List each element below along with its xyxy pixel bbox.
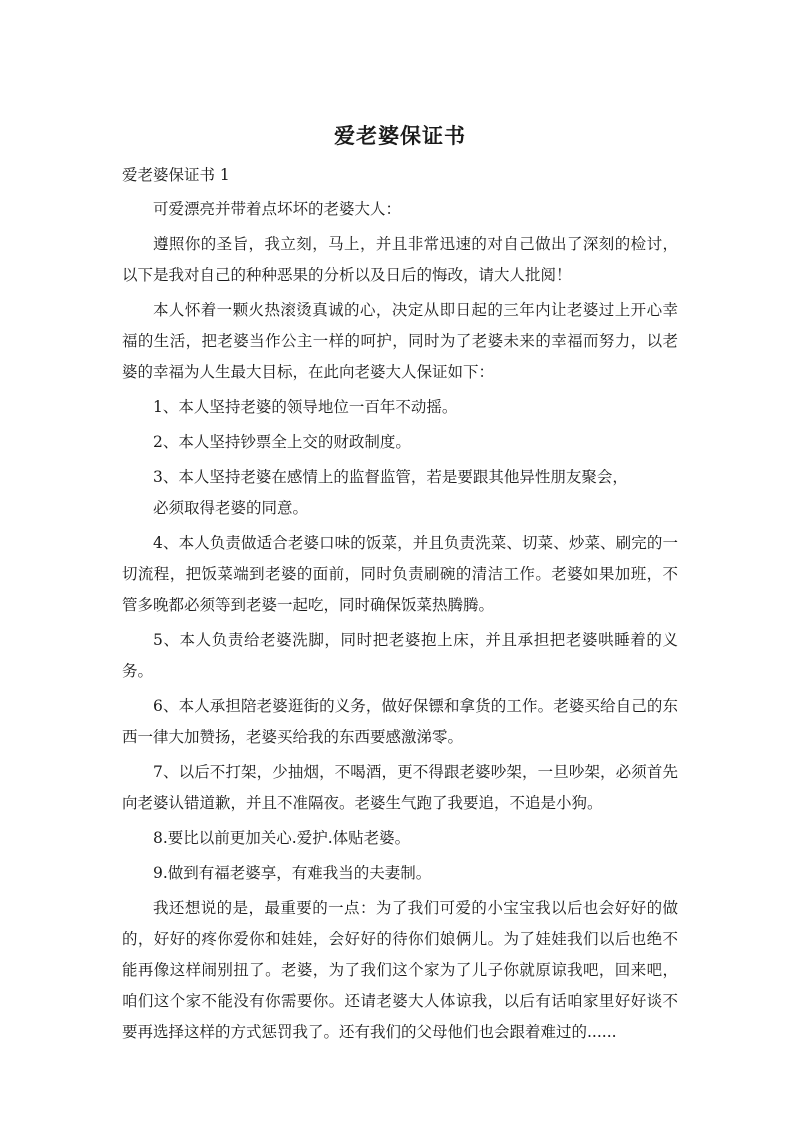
paragraph-item-5: 5、本人负责给老婆洗脚，同时把老婆抱上床，并且承担把老婆哄睡着的义务。 [122, 631, 678, 680]
document-subtitle: 爱老婆保证书 1 [122, 166, 230, 184]
paragraph-item-6: 6、本人承担陪老婆逛街的义务，做好保镖和拿货的工作。老婆买给自己的东西一律大加赞扬，老婆买给我的东西要感激涕零。 [122, 697, 678, 746]
paragraph-item-3: 3、本人坚持老婆在感情上的监督监管，若是要跟其他异性朋友聚会， [153, 468, 628, 486]
paragraph-item-3-continued: 必须取得老婆的同意。 [153, 499, 309, 517]
paragraph-item-4: 4、本人负责做适合老婆口味的饭菜，并且负责洗菜、切菜、炒菜、刷完的一切流程，把饭菜端到老婆的面前，同时负责刷碗的清洁工作。老婆如果加班，不管多晚都必须等到老婆一起吃，同时确保饭菜热腾腾。 [122, 534, 678, 614]
paragraph-closing: 我还想说的是，最重要的一点：为了我们可爱的小宝宝我以后也会好好的做的，好好的疼你爱你和娃娃，会好好的待你们娘俩儿。为了娃娃我们以后也绝不能再像这样闹别扭了。老婆，为了我们这个家为了儿子你就原谅我吧，回来吧，咱们这个家不能没有你需要你。还请老婆大人体谅我，以后有话咱家里好好谈不要再选择这样的方式惩罚我了。还有我们的父母他们也会跟着难过的...... [122, 899, 678, 1041]
document-title: 爱老婆保证书 [334, 124, 466, 148]
paragraph-salutation: 可爱漂亮并带着点坏坏的老婆大人： [153, 200, 402, 218]
paragraph-pledge: 本人怀着一颗火热滚烫真诚的心，决定从即日起的三年内让老婆过上开心幸福的生活，把老婆当作公主一样的呵护，同时为了老婆未来的幸福而努力，以老婆的幸福为人生最大目标，在此向老婆大人保证如下： [122, 301, 678, 381]
paragraph-item-7: 7、以后不打架，少抽烟，不喝酒，更不得跟老婆吵架，一旦吵架，必须首先向老婆认错道歉，并且不准隔夜。老婆生气跑了我要追，不追是小狗。 [122, 763, 678, 812]
paragraph-item-8: 8.要比以前更加关心.爱护.体贴老婆。 [153, 829, 411, 847]
paragraph-item-2: 2、本人坚持钞票全上交的财政制度。 [153, 433, 411, 451]
paragraph-item-1: 1、本人坚持老婆的领导地位一百年不动摇。 [153, 398, 458, 416]
paragraph-item-9: 9.做到有福老婆享，有难我当的夫妻制。 [153, 864, 432, 882]
paragraph-apology: 遵照你的圣旨，我立刻，马上，并且非常迅速的对自己做出了深刻的检讨，以下是我对自己的种种恶果的分析以及日后的悔改，请大人批阅！ [122, 235, 678, 284]
